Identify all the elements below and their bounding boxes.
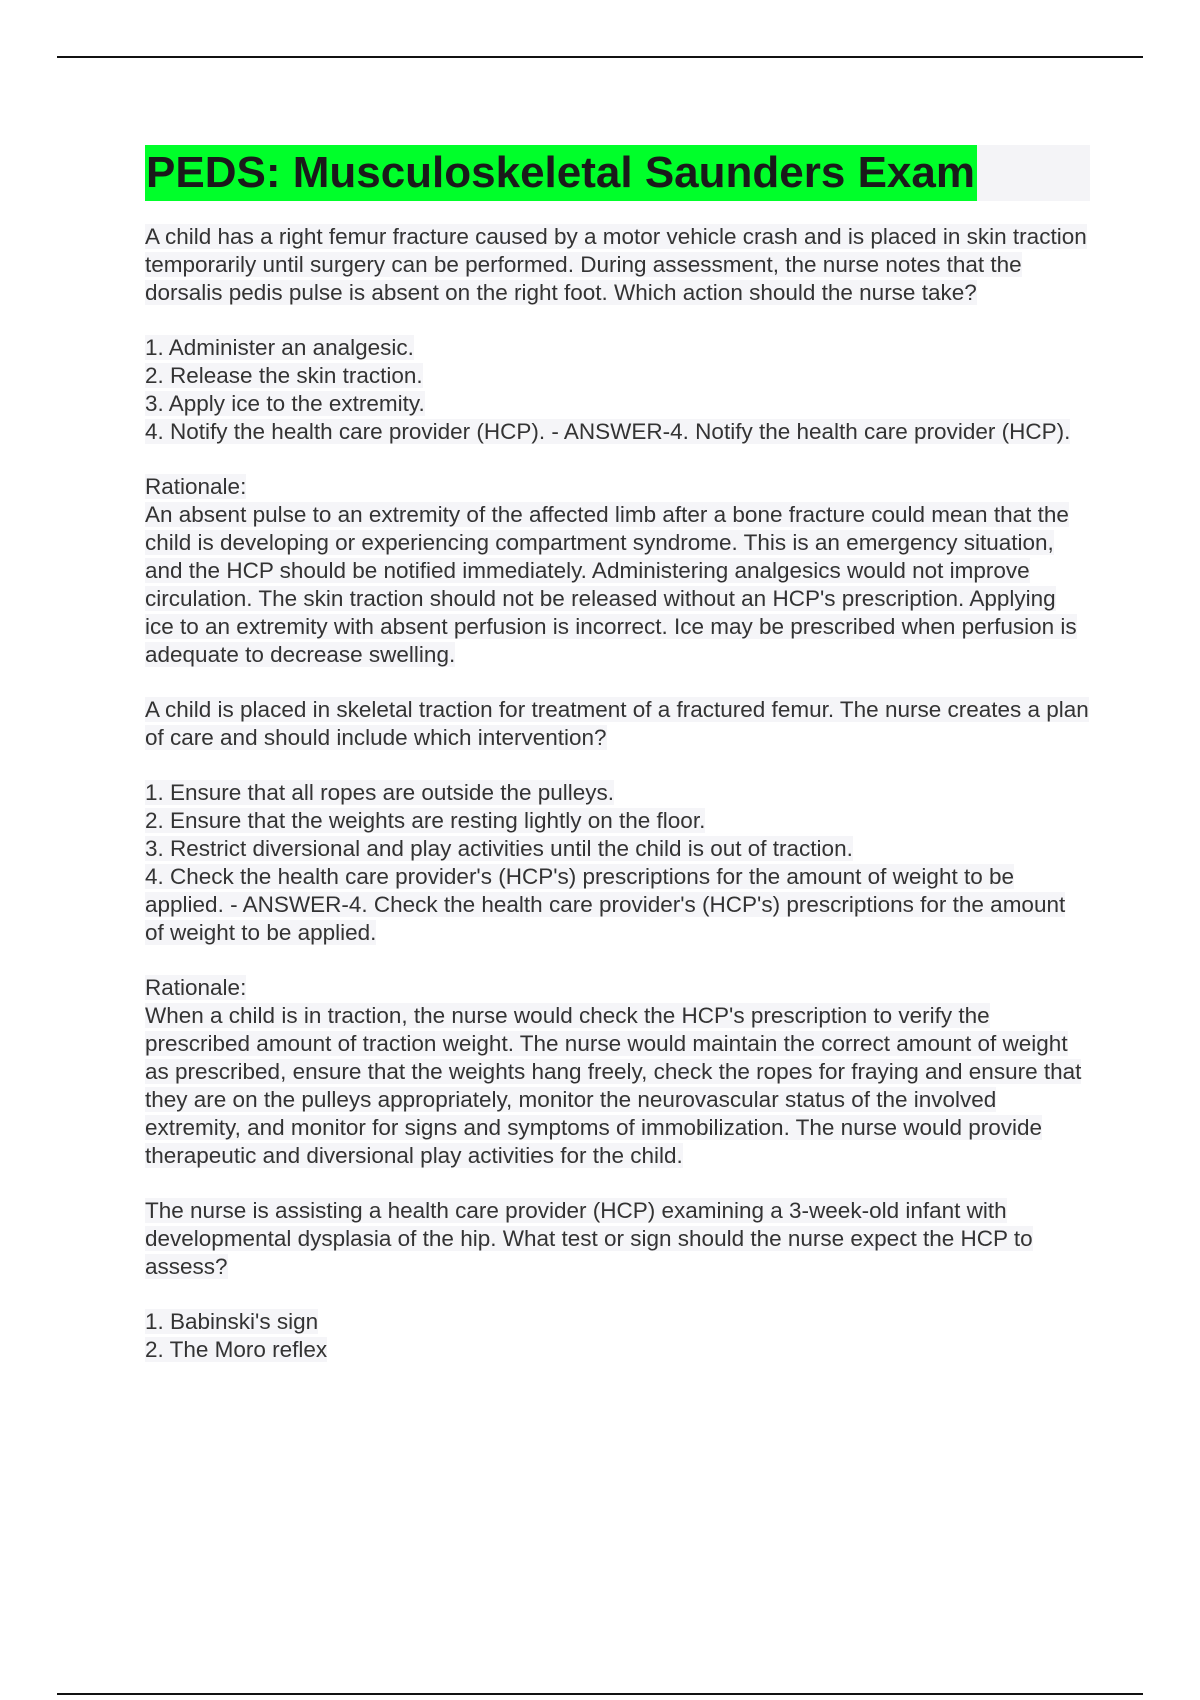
question-3-option-2: 2. The Moro reflex [145, 1337, 328, 1362]
question-2-stem-text: A child is placed in skeletal traction for treatment of a fractured femur. The nurse creates a plan of care and should include which intervention? [145, 697, 1089, 750]
footer-rule [57, 1693, 1143, 1695]
question-2-option-4: 4. Check the health care provider's (HCP's) prescriptions for the amount of weight to be applied. - ANSWER-4. Check the health care provider's (HCP's) prescriptions for the amount of weight to be applied. [145, 864, 1066, 945]
question-2-rationale [145, 974, 1090, 1170]
question-2-options [145, 779, 1090, 947]
question-1-rationale [145, 473, 1090, 669]
question-2-rationale-text: When a child is in traction, the nurse would check the HCP's prescription to verify the prescribed amount of traction weight. The nurse would maintain the correct amount of weight as prescribed, ensure that the weights hang freely, check the ropes for fraying and ensure that they are on the pulleys appropriately, monitor the neurovascular status of the involved extremity, and monitor for signs and symptoms of immobilization. The nurse would provide therapeutic and diversional play activities for the child. [145, 1003, 1082, 1168]
question-1-option-3: 3. Apply ice to the extremity. [145, 391, 425, 416]
question-2-option-1: 1. Ensure that all ropes are outside the pulleys. [145, 780, 615, 805]
question-1-stem-text: A child has a right femur fracture caused by a motor vehicle crash and is placed in skin traction temporarily until surgery can be performed. During assessment, the nurse notes that the dorsalis pedis pulse is absent on the right foot. Which action should the nurse take? [145, 224, 1087, 305]
question-1-stem [145, 223, 1090, 307]
question-1-option-1: 1. Administer an analgesic. [145, 335, 414, 360]
question-2-option-3: 3. Restrict diversional and play activities until the child is out of traction. [145, 836, 853, 861]
question-1-rationale-label: Rationale: [145, 474, 247, 499]
question-3-options [145, 1308, 1090, 1364]
question-3-stem-text: The nurse is assisting a health care provider (HCP) examining a 3-week-old infant with developmental dysplasia of the hip. What test or sign should the nurse expect the HCP to assess? [145, 1198, 1033, 1279]
question-1-option-2: 2. Release the skin traction. [145, 363, 423, 388]
header-rule [57, 56, 1143, 58]
question-2-stem [145, 696, 1090, 752]
question-1-rationale-text: An absent pulse to an extremity of the affected limb after a bone fracture could mean that the child is developing or experiencing compartment syndrome. This is an emergency situation, and the HCP should be notified immediately. Administering analgesics would not improve circulation. The skin traction should not be released without an HCP's prescription. Applying ice to an extremity with absent perfusion is incorrect. Ice may be prescribed when perfusion is adequate to decrease swelling. [145, 502, 1077, 667]
title-bar [145, 145, 1090, 201]
question-3-stem [145, 1197, 1090, 1281]
question-2-rationale-label: Rationale: [145, 975, 247, 1000]
question-3-option-1: 1. Babinski's sign [145, 1309, 319, 1334]
document-title: PEDS: Musculoskeletal Saunders Exam [145, 145, 977, 201]
question-2-option-2: 2. Ensure that the weights are resting lightly on the floor. [145, 808, 706, 833]
document-body [145, 145, 1090, 1391]
question-1-options [145, 334, 1090, 446]
question-1-option-4: 4. Notify the health care provider (HCP). - ANSWER-4. Notify the health care provider (HCP). [145, 419, 1071, 444]
